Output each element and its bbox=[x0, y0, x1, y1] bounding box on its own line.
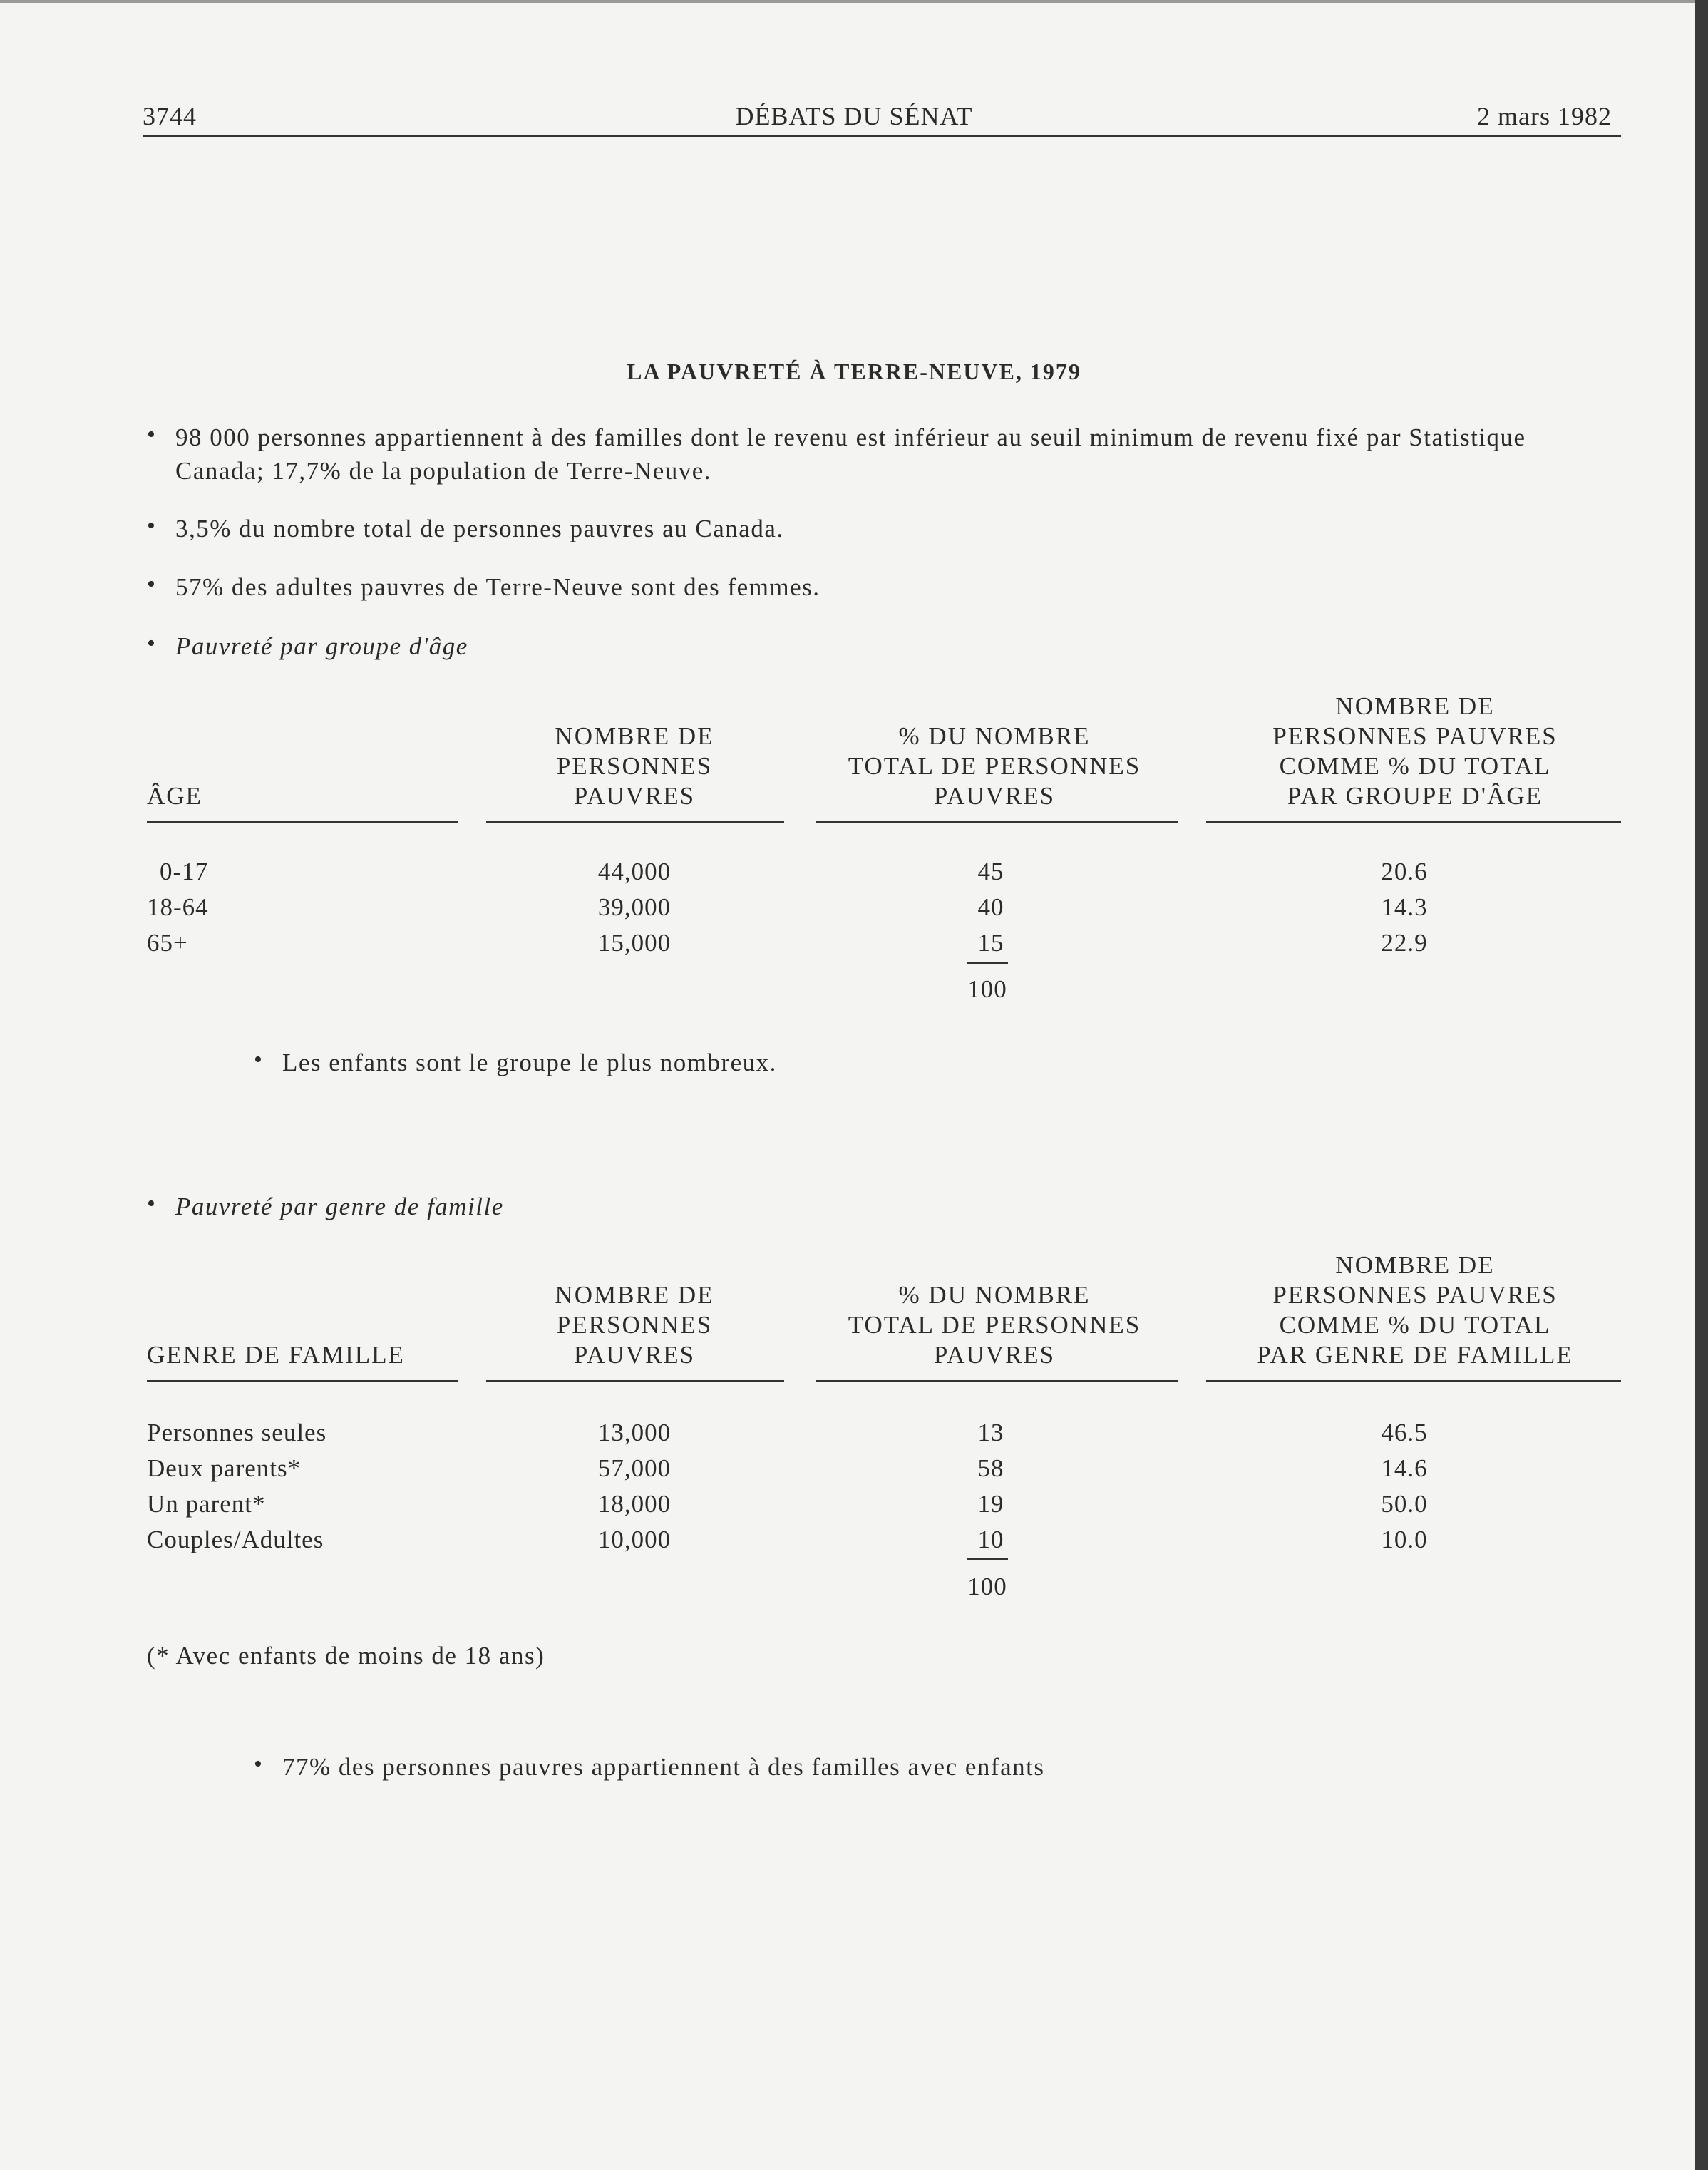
table-cell-count: 44,000 bbox=[597, 858, 672, 885]
table-row-age-label: 65+ bbox=[147, 929, 188, 957]
bullet-3: 57% des adultes pauvres de Terre-Neuve sont des femmes. bbox=[175, 573, 820, 601]
page-date: 2 mars 1982 bbox=[1477, 102, 1612, 130]
table-cell-count: 39,000 bbox=[597, 893, 672, 921]
table-age-rule-1 bbox=[147, 821, 458, 823]
table-family-rule-2 bbox=[486, 1380, 784, 1382]
table-family-header-count: NOMBRE DE PERSONNES PAUVRES bbox=[555, 1281, 714, 1369]
table-cell-percent: 40 bbox=[977, 893, 1004, 921]
page-number: 3744 bbox=[143, 102, 197, 130]
table-age-header-rate: NOMBRE DE PERSONNES PAUVRES COMME % DU TOTAL PAR GROUPE D'ÂGE bbox=[1272, 692, 1558, 810]
footnote: (* Avec enfants de moins de 18 ans) bbox=[147, 1642, 545, 1670]
table-cell-count: 18,000 bbox=[597, 1490, 672, 1518]
bullet-7: 77% des personnes pauvres appartiennent à des familles avec enfants bbox=[282, 1753, 1045, 1781]
table-cell-rate: 50.0 bbox=[1381, 1490, 1428, 1518]
table-cell-percent: 10 bbox=[977, 1526, 1004, 1553]
table-cell-rate: 22.9 bbox=[1381, 929, 1428, 957]
table-cell-rate: 20.6 bbox=[1381, 858, 1428, 885]
table-age-total: 100 bbox=[967, 975, 1007, 1003]
table-row-age-label: 18-64 bbox=[147, 893, 209, 921]
table-row-family-label: Deux parents* bbox=[147, 1454, 302, 1482]
bullet-dot: • bbox=[147, 571, 155, 597]
bullet-4-subheading: Pauvreté par groupe d'âge bbox=[175, 632, 468, 660]
table-cell-count: 13,000 bbox=[597, 1419, 672, 1446]
table-row-family-label: Couples/Adultes bbox=[147, 1526, 324, 1553]
table-age-header-percent: % DU NOMBRE TOTAL DE PERSONNES PAUVRES bbox=[848, 722, 1141, 810]
table-family-header-percent: % DU NOMBRE TOTAL DE PERSONNES PAUVRES bbox=[848, 1281, 1141, 1369]
table-family-rule-4 bbox=[1206, 1380, 1621, 1382]
table-age-header-age: ÂGE bbox=[147, 782, 202, 810]
bullet-1-line-2: Canada; 17,7% de la population de Terre-Neuve. bbox=[175, 457, 712, 485]
table-cell-rate: 46.5 bbox=[1381, 1419, 1428, 1446]
table-cell-rate: 14.3 bbox=[1381, 893, 1428, 921]
bullet-6-subheading: Pauvreté par genre de famille bbox=[175, 1193, 504, 1220]
table-cell-percent: 19 bbox=[977, 1490, 1004, 1518]
table-age-rule-3 bbox=[816, 821, 1178, 823]
sum-rule bbox=[967, 1558, 1008, 1560]
table-row-age-label: 0-17 bbox=[160, 858, 209, 885]
table-age-header-count: NOMBRE DE PERSONNES PAUVRES bbox=[555, 722, 714, 810]
section-title: LA PAUVRETÉ À TERRE-NEUVE, 1979 bbox=[627, 359, 1081, 384]
table-family-header-rate: NOMBRE DE PERSONNES PAUVRES COMME % DU TOTAL PAR GENRE DE FAMILLE bbox=[1257, 1251, 1573, 1369]
table-cell-percent: 45 bbox=[977, 858, 1004, 885]
table-cell-rate: 10.0 bbox=[1381, 1526, 1428, 1553]
table-cell-percent: 58 bbox=[977, 1454, 1004, 1482]
table-family-total: 100 bbox=[967, 1573, 1007, 1600]
bullet-dot: • bbox=[147, 630, 155, 657]
table-row-family-label: Personnes seules bbox=[147, 1419, 327, 1446]
bullet-dot: • bbox=[147, 421, 155, 448]
table-cell-rate: 14.6 bbox=[1381, 1454, 1428, 1482]
table-cell-count: 57,000 bbox=[597, 1454, 672, 1482]
sum-rule bbox=[967, 962, 1008, 964]
table-cell-percent: 15 bbox=[977, 929, 1004, 957]
page-top-edge bbox=[0, 0, 1708, 3]
table-cell-count: 15,000 bbox=[597, 929, 672, 957]
bullet-dot: • bbox=[254, 1751, 262, 1777]
journal-title: DÉBATS DU SÉNAT bbox=[735, 102, 973, 130]
bullet-dot: • bbox=[254, 1047, 262, 1073]
bullet-dot: • bbox=[147, 1191, 155, 1217]
header-rule bbox=[143, 135, 1621, 137]
bullet-2: 3,5% du nombre total de personnes pauvres au Canada. bbox=[175, 515, 784, 542]
bullet-5: Les enfants sont le groupe le plus nombreux. bbox=[282, 1049, 777, 1076]
table-row-family-label: Un parent* bbox=[147, 1490, 266, 1518]
table-family-rule-3 bbox=[816, 1380, 1178, 1382]
bullet-dot: • bbox=[147, 513, 155, 539]
table-cell-count: 10,000 bbox=[597, 1526, 672, 1553]
table-cell-percent: 13 bbox=[977, 1419, 1004, 1446]
table-family-rule-1 bbox=[147, 1380, 458, 1382]
bullet-1-line-1: 98 000 personnes appartiennent à des familles dont le revenu est inférieur au seuil minimum de revenu fixé par Statistique bbox=[175, 423, 1526, 451]
scan-border bbox=[1695, 0, 1708, 2170]
table-age-rule-4 bbox=[1206, 821, 1621, 823]
table-family-header-type: GENRE DE FAMILLE bbox=[147, 1341, 405, 1369]
table-age-rule-2 bbox=[486, 821, 784, 823]
